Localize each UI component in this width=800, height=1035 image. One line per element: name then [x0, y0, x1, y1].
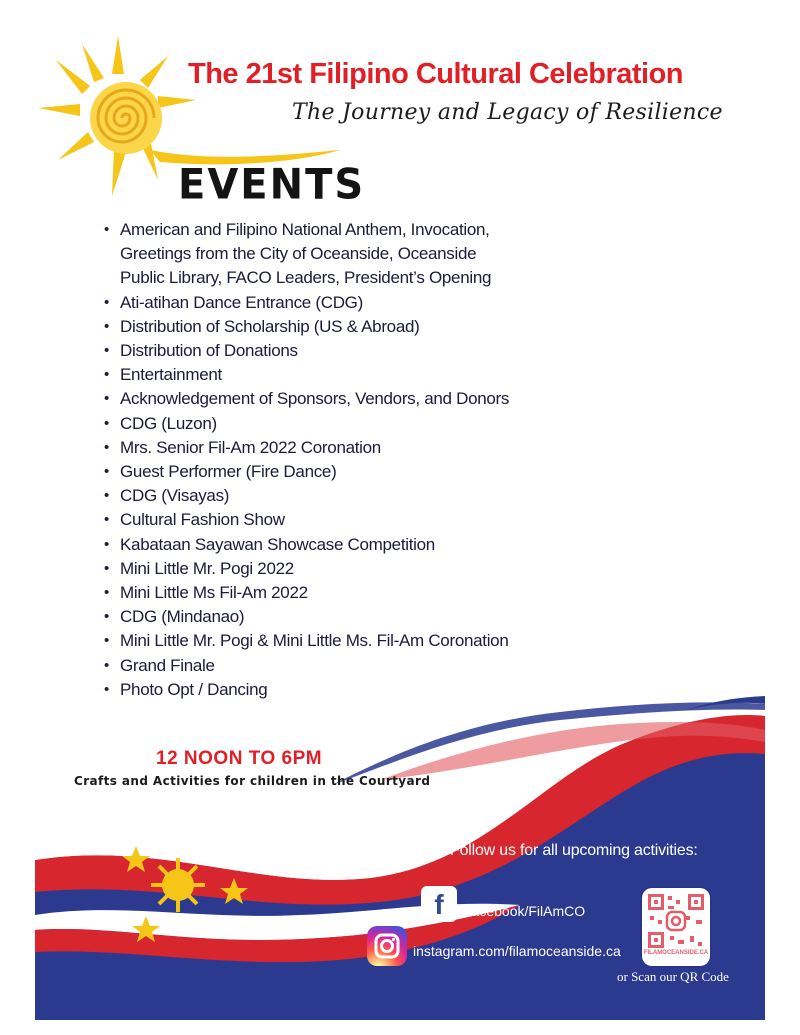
event-list [104, 218, 624, 702]
event-item: • Mini Little Mr. Pogi 2022 [104, 557, 624, 581]
event-item: • Mini Little Ms Fil-Am 2022 [104, 581, 624, 605]
qr-label: FILAMOCEANSIDE.CA [643, 950, 709, 956]
instagram-icon[interactable] [367, 926, 407, 966]
qr-code-icon[interactable] [642, 888, 710, 966]
event-item: • Mrs. Senior Fil-Am 2022 Coronation [104, 436, 624, 460]
page-subtitle: The Journey and Legacy of Resilience [292, 100, 723, 125]
instagram-link[interactable]: instagram.com/filamoceanside.ca [413, 943, 621, 959]
event-item: • American and Filipino National Anthem, Invocation, Greetings from the City of Oceanside, Oceanside Public Library, FACO Leaders, President’s Opening [104, 218, 624, 291]
event-item: • Grand Finale [104, 654, 624, 678]
facebook-icon[interactable]: f [421, 886, 457, 922]
event-item: • Distribution of Donations [104, 339, 624, 363]
event-item: • CDG (Mindanao) [104, 605, 624, 629]
crafts-note: Crafts and Activities for children in the Courtyard [74, 774, 431, 788]
event-item: • CDG (Luzon) [104, 412, 624, 436]
page-title: The 21st Filipino Cultural Celebration [188, 58, 683, 90]
flag-sun-icon [151, 858, 205, 912]
events-heading: EVENTS [178, 160, 366, 210]
qr-caption: or Scan our QR Code [617, 969, 729, 984]
event-item: • Cultural Fashion Show [104, 508, 624, 532]
event-item: • Acknowledgement of Sponsors, Vendors, and Donors [104, 387, 624, 411]
event-item: • Entertainment [104, 363, 624, 387]
event-item: • Photo Opt / Dancing [104, 678, 624, 702]
event-item: • Guest Performer (Fire Dance) [104, 460, 624, 484]
follow-prompt: Follow us for all upcoming activities: [450, 842, 698, 859]
event-item: • Ati-atihan Dance Entrance (CDG) [104, 291, 624, 315]
event-item: • Mini Little Mr. Pogi & Mini Little Ms. Fil-Am Coronation [104, 629, 624, 653]
event-item: • Distribution of Scholarship (US & Abroad) [104, 315, 624, 339]
event-item: • Kabataan Sayawan Showcase Competition [104, 533, 624, 557]
event-item: • CDG (Visayas) [104, 484, 624, 508]
event-hours: 12 NOON TO 6PM [156, 748, 323, 769]
facebook-link[interactable]: Facebook/FilAmCO [463, 903, 586, 919]
